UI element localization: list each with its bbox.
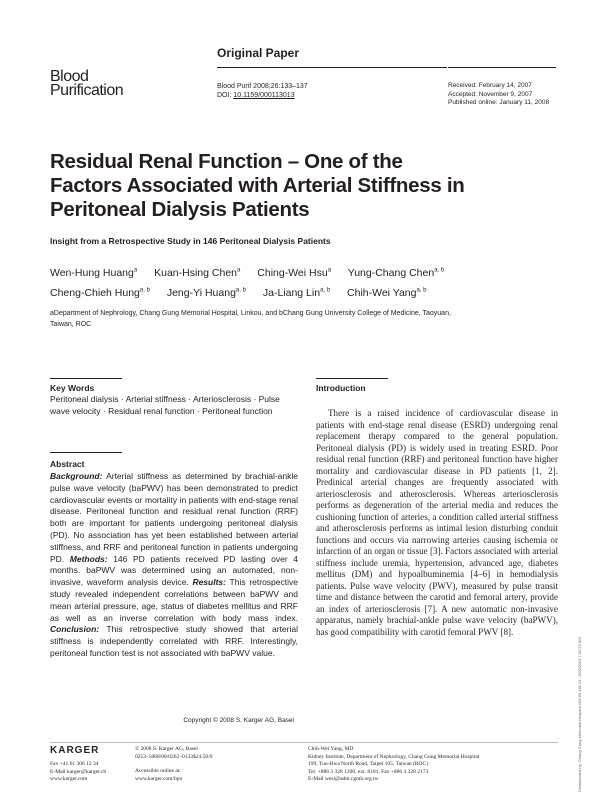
received-date: Received: February 14, 2007 xyxy=(448,82,532,89)
introduction-rule xyxy=(316,378,388,379)
abstract-methods-label: Methods: xyxy=(69,553,108,564)
abstract-rule xyxy=(50,452,122,453)
journal-reference: Blood Purif 2008;26:133–137 xyxy=(217,83,308,90)
abstract-conclusion-label: Conclusion: xyxy=(50,624,100,635)
publisher-logo: KARGER xyxy=(50,745,100,756)
article-subtitle: Insight from a Retrospective Study in 146 Peritoneal Dialysis Patients xyxy=(50,236,331,246)
abstract-results-label: Results: xyxy=(192,577,226,588)
author: Chih-Wei Yang$^{a, b}$ xyxy=(347,287,427,299)
footer-issn: 0253–5068/08/0262–0133$24.50/0 xyxy=(135,753,213,760)
abstract-text: Background: Arterial stiffness as determined by brachial-ankle pulse wave velocity (baPWV) has been demonstrated to predict cardiovascular events or mortality in patients with end-stage renal disease. Peritoneal function and residual renal function (RRF) both are important for patients undergoing peritoneal dialysis (PD). No association has yet been established between arterial stiffness, and RRF and peritoneal function in patients undergoing PD. Methods: 146 PD patients received PD lasting over 4 months. baPWV was determined using an automated, non-invasive, waveform analysis device. Results: This retrospective study revealed independent correlations between baPWV and mean arterial pressure, age, status of diabetes mellitus and RRF as well as an inverse correlation with body mass index. Conclusion: This retrospective study showed that arterial stiffness is independently correlated with RRF. Interestingly, peritoneal function test is not associated with baPWV value. xyxy=(50,471,299,658)
author: Jeng-Yi Huang$^{a, b}$ xyxy=(166,287,246,299)
article-type: Original Paper xyxy=(217,46,300,60)
author-line-1 xyxy=(50,267,458,279)
header-rule xyxy=(217,67,447,68)
publisher-fax: Fax +41 61 306 12 34 xyxy=(50,761,99,767)
doi-link[interactable]: 10.1159/000113013 xyxy=(233,92,295,99)
publication-dates xyxy=(448,82,549,108)
abstract-copyright: Copyright © 2008 S. Karger AG, Basel xyxy=(183,717,294,724)
journal-logo xyxy=(50,68,124,99)
article-title: Residual Renal Function – One of the Factors Associated with Arterial Stiffness in Peritoneal Dialysis Patients xyxy=(50,150,465,221)
author: Wen-Hung Huang$^a$ xyxy=(50,267,138,279)
publisher-contact xyxy=(50,761,106,784)
abstract-heading: Abstract xyxy=(50,459,85,469)
header-rule-right xyxy=(448,67,556,68)
corr-name: Chih-Wei Yang, MD xyxy=(308,746,354,752)
download-stamp: Downloaded by: Chang Gung Memorial Hospital 203.69.118.23 - 8/20/2013 7:32:52 AM xyxy=(577,637,582,792)
author-line-2 xyxy=(50,287,441,299)
corr-address-2: 199, Tun-Hwa North Road, Taipei 105, Taiwan (ROC) xyxy=(308,761,429,767)
keywords-text: Peritoneal dialysis · Arterial stiffness · Arteriosclerosis · Pulse wave velocity · Residual renal function · Peritoneal function xyxy=(50,394,280,416)
online-url[interactable]: www.karger.com/bpu xyxy=(135,775,183,782)
author: Ching-Wei Hsu$^a$ xyxy=(257,267,332,279)
affiliation: aDepartment of Nephrology, Chang Gung Memorial Hospital, Linkou, and bChang Gung University College of Medicine, Taoyuan, Taiwan, ROC xyxy=(50,310,451,328)
publisher-email[interactable]: E-Mail karger@karger.ch xyxy=(50,768,107,775)
introduction-heading: Introduction xyxy=(316,383,366,393)
corr-phone: Tel. +886 3 328 1200, ext. 8181, Fax +886 3 328 2173 xyxy=(308,768,429,775)
logo-line-1: Blood xyxy=(50,68,89,85)
accepted-date: Accepted: November 9, 2007 xyxy=(448,90,533,98)
author: Kuan-Hsing Chen$^a$ xyxy=(154,267,241,279)
author: Cheng-Chieh Hung$^{a, b}$ xyxy=(50,287,150,299)
author: Ja-Liang Lin$^{a, b}$ xyxy=(262,287,331,299)
footer-copyright: © 2008 S. Karger AG, Basel xyxy=(135,746,198,752)
footer-rule xyxy=(50,742,558,743)
keywords-rule xyxy=(50,378,122,379)
published-date: Published online: January 11, 2008 xyxy=(448,99,550,106)
abstract-background-label: Background: xyxy=(50,471,103,481)
corr-email[interactable]: E-Mail wesi@adm.cgmh.org.tw xyxy=(308,776,379,782)
correspondence xyxy=(308,746,479,784)
corr-address-1: Kidney Institute, Department of Nephrology, Chang Gung Memorial Hospital xyxy=(308,753,480,760)
keywords-heading: Key Words xyxy=(50,383,95,393)
online-label: Accessible online at: xyxy=(135,768,181,774)
logo-line-2: Purification xyxy=(50,82,124,99)
doi-label: DOI: xyxy=(217,92,234,99)
author: Yung-Chang Chen$^{a, b}$ xyxy=(347,267,445,279)
publisher-web[interactable]: www.karger.com xyxy=(50,776,88,782)
introduction-text: There is a raised incidence of cardiovascular disease in patients with end-stage renal disease (ESRD) undergoing renal replacement therapy compared to the general population. Peritoneal dialysis (PD) is widely used in treating ESRD. Poor residual renal function (RRF) and peritoneal function have higher mortality and cardiovascular disease in PD patients [1, 2]. Predinical arterial changes are frequently associated with arteriosclerosis and atherosclerosis. Whereas arteriosclerosis performs as degeneration of the arterial media and reduces the cushioning function of arteries, a condition called arterial stiffness and atherosclerosis performs as intimal lesion disturbing conduit functions and occurs via narrowing arteries causing ischemia or infarction of an organ or tissue [3]. Factors associated with arterial stiffness include uremia, hypertension, advanced age, diabetes mellitus (DM) and hypoalbuminemia [4–6] in hemodialysis patients. Pulse wave velocity (PWV), measured by pulse transit time and distance between the carotid and femoral artery, provide an index of arteriosclerosis [7]. A new automatic non-invasive apparatus, namely brachial-ankle pulse wave velocity (baPWV), has good compatibility with carotid femoral PWV [8]. xyxy=(316,408,559,637)
doi-line xyxy=(217,91,295,100)
publisher-info xyxy=(135,746,212,783)
